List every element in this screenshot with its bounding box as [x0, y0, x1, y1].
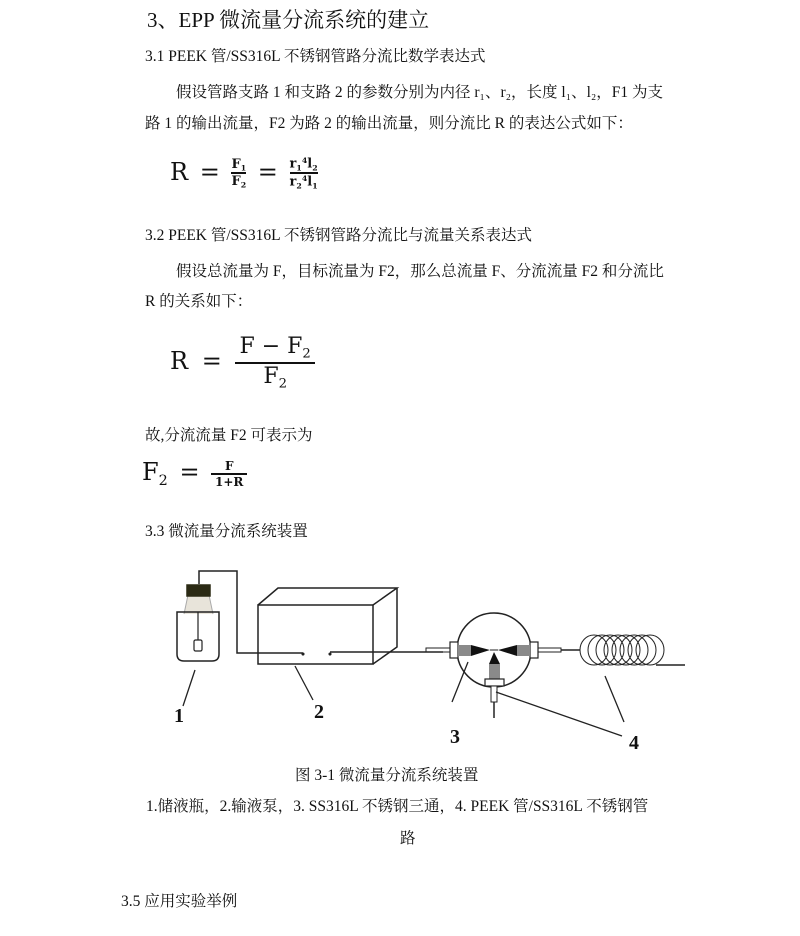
den: 1+R — [215, 474, 244, 489]
diagram-label-3: 3 — [450, 726, 460, 748]
tee-fitting-icon — [426, 613, 580, 718]
num: F — [224, 458, 234, 473]
section-3-2-para-line2: R 的关系如下： — [145, 293, 253, 310]
section-3-2-para-line1: 假设总流量为 F，目标流量为 F2，那么总流量 F、分流流量 F2 和分流比 — [176, 263, 664, 280]
num-r-sub: 1 — [296, 163, 302, 173]
num-sub: 2 — [302, 346, 311, 362]
den-l: l — [307, 175, 313, 191]
den-r-sub: 2 — [296, 181, 302, 191]
num-r: r — [289, 156, 297, 172]
section-3-2-title: 3.2 PEEK 管/SS316L 不锈钢管路分流比与流量关系表达式 — [145, 227, 532, 244]
formula-lhs: R — [170, 347, 189, 376]
formula-lhs: R — [170, 157, 189, 186]
num-l: l — [307, 156, 313, 172]
section-heading: 3、EPP 微流量分流系统的建立 — [147, 8, 430, 32]
fraction-r-l — [290, 156, 318, 191]
figure-legend-line1: 1.储液瓶，2.输液泵，3. SS316L 不锈钢三通，4. PEEK 管/SS316L 不锈钢管 — [146, 798, 649, 815]
lhs-sub: 2 — [158, 473, 168, 490]
den-sup: 4 — [301, 174, 308, 184]
formula-equals: = — [179, 458, 200, 486]
leader-line-2 — [295, 666, 313, 700]
den: F — [263, 363, 279, 389]
section-3-1-title: 3.1 PEEK 管/SS316L 不锈钢管路分流比数学表达式 — [145, 48, 486, 65]
conclusion-text: 故,分流流量 F2 可表示为 — [145, 427, 313, 444]
tubing-coil-icon — [580, 635, 685, 665]
formula-ratio-flow — [170, 334, 315, 391]
figure-caption: 图 3-1 微流量分流系统装置 — [295, 767, 479, 784]
section-3-1-para-line1: 假设管路支路 1 和支路 2 的参数分别为内径 r₁、r₂，长度 l₁、l₂，F1 为支 — [176, 84, 664, 101]
den-l-sub: 1 — [312, 181, 318, 191]
diagram-label-1: 1 — [174, 705, 184, 727]
diagram-label-2: 2 — [314, 701, 324, 723]
leader-line-3 — [452, 662, 468, 702]
diagram-label-4: 4 — [629, 732, 639, 754]
den-sub: 2 — [278, 376, 287, 392]
leader-line-4a — [496, 692, 622, 736]
section-3-1-para-line2: 路 1 的输出流量，F2 为路 2 的输出流量，则分流比 R 的表达公式如下： — [145, 115, 633, 132]
formula-equals-2: = — [257, 157, 278, 186]
den-f: F — [231, 174, 241, 190]
num-f: F — [231, 156, 241, 172]
formula-f2 — [142, 458, 247, 489]
reservoir-bottle-icon — [177, 585, 219, 661]
fraction-f1-f2 — [231, 157, 246, 190]
leader-line-4b — [605, 676, 624, 722]
apparatus-diagram — [0, 568, 800, 748]
num-l-sub: 2 — [312, 163, 318, 173]
section-3-3-title: 3.3 微流量分流系统装置 — [145, 523, 308, 540]
section-3-5-title: 3.5 应用实验举例 — [121, 893, 238, 910]
num: F − F — [239, 334, 303, 359]
num-sub: 1 — [240, 163, 247, 173]
formula-split-ratio — [170, 156, 318, 191]
fraction-f-minus-f2 — [235, 334, 314, 391]
formula-lhs — [142, 458, 168, 490]
den-sub: 2 — [240, 181, 247, 191]
leader-line-1 — [183, 670, 195, 706]
formula-equals: = — [199, 157, 220, 186]
formula-equals: = — [201, 347, 222, 376]
lhs-f: F — [142, 458, 159, 486]
figure-legend-line2: 路 — [400, 830, 416, 847]
den-r: r — [289, 175, 297, 191]
num-sup: 4 — [301, 156, 308, 165]
fraction-f-over-1r — [211, 459, 247, 489]
